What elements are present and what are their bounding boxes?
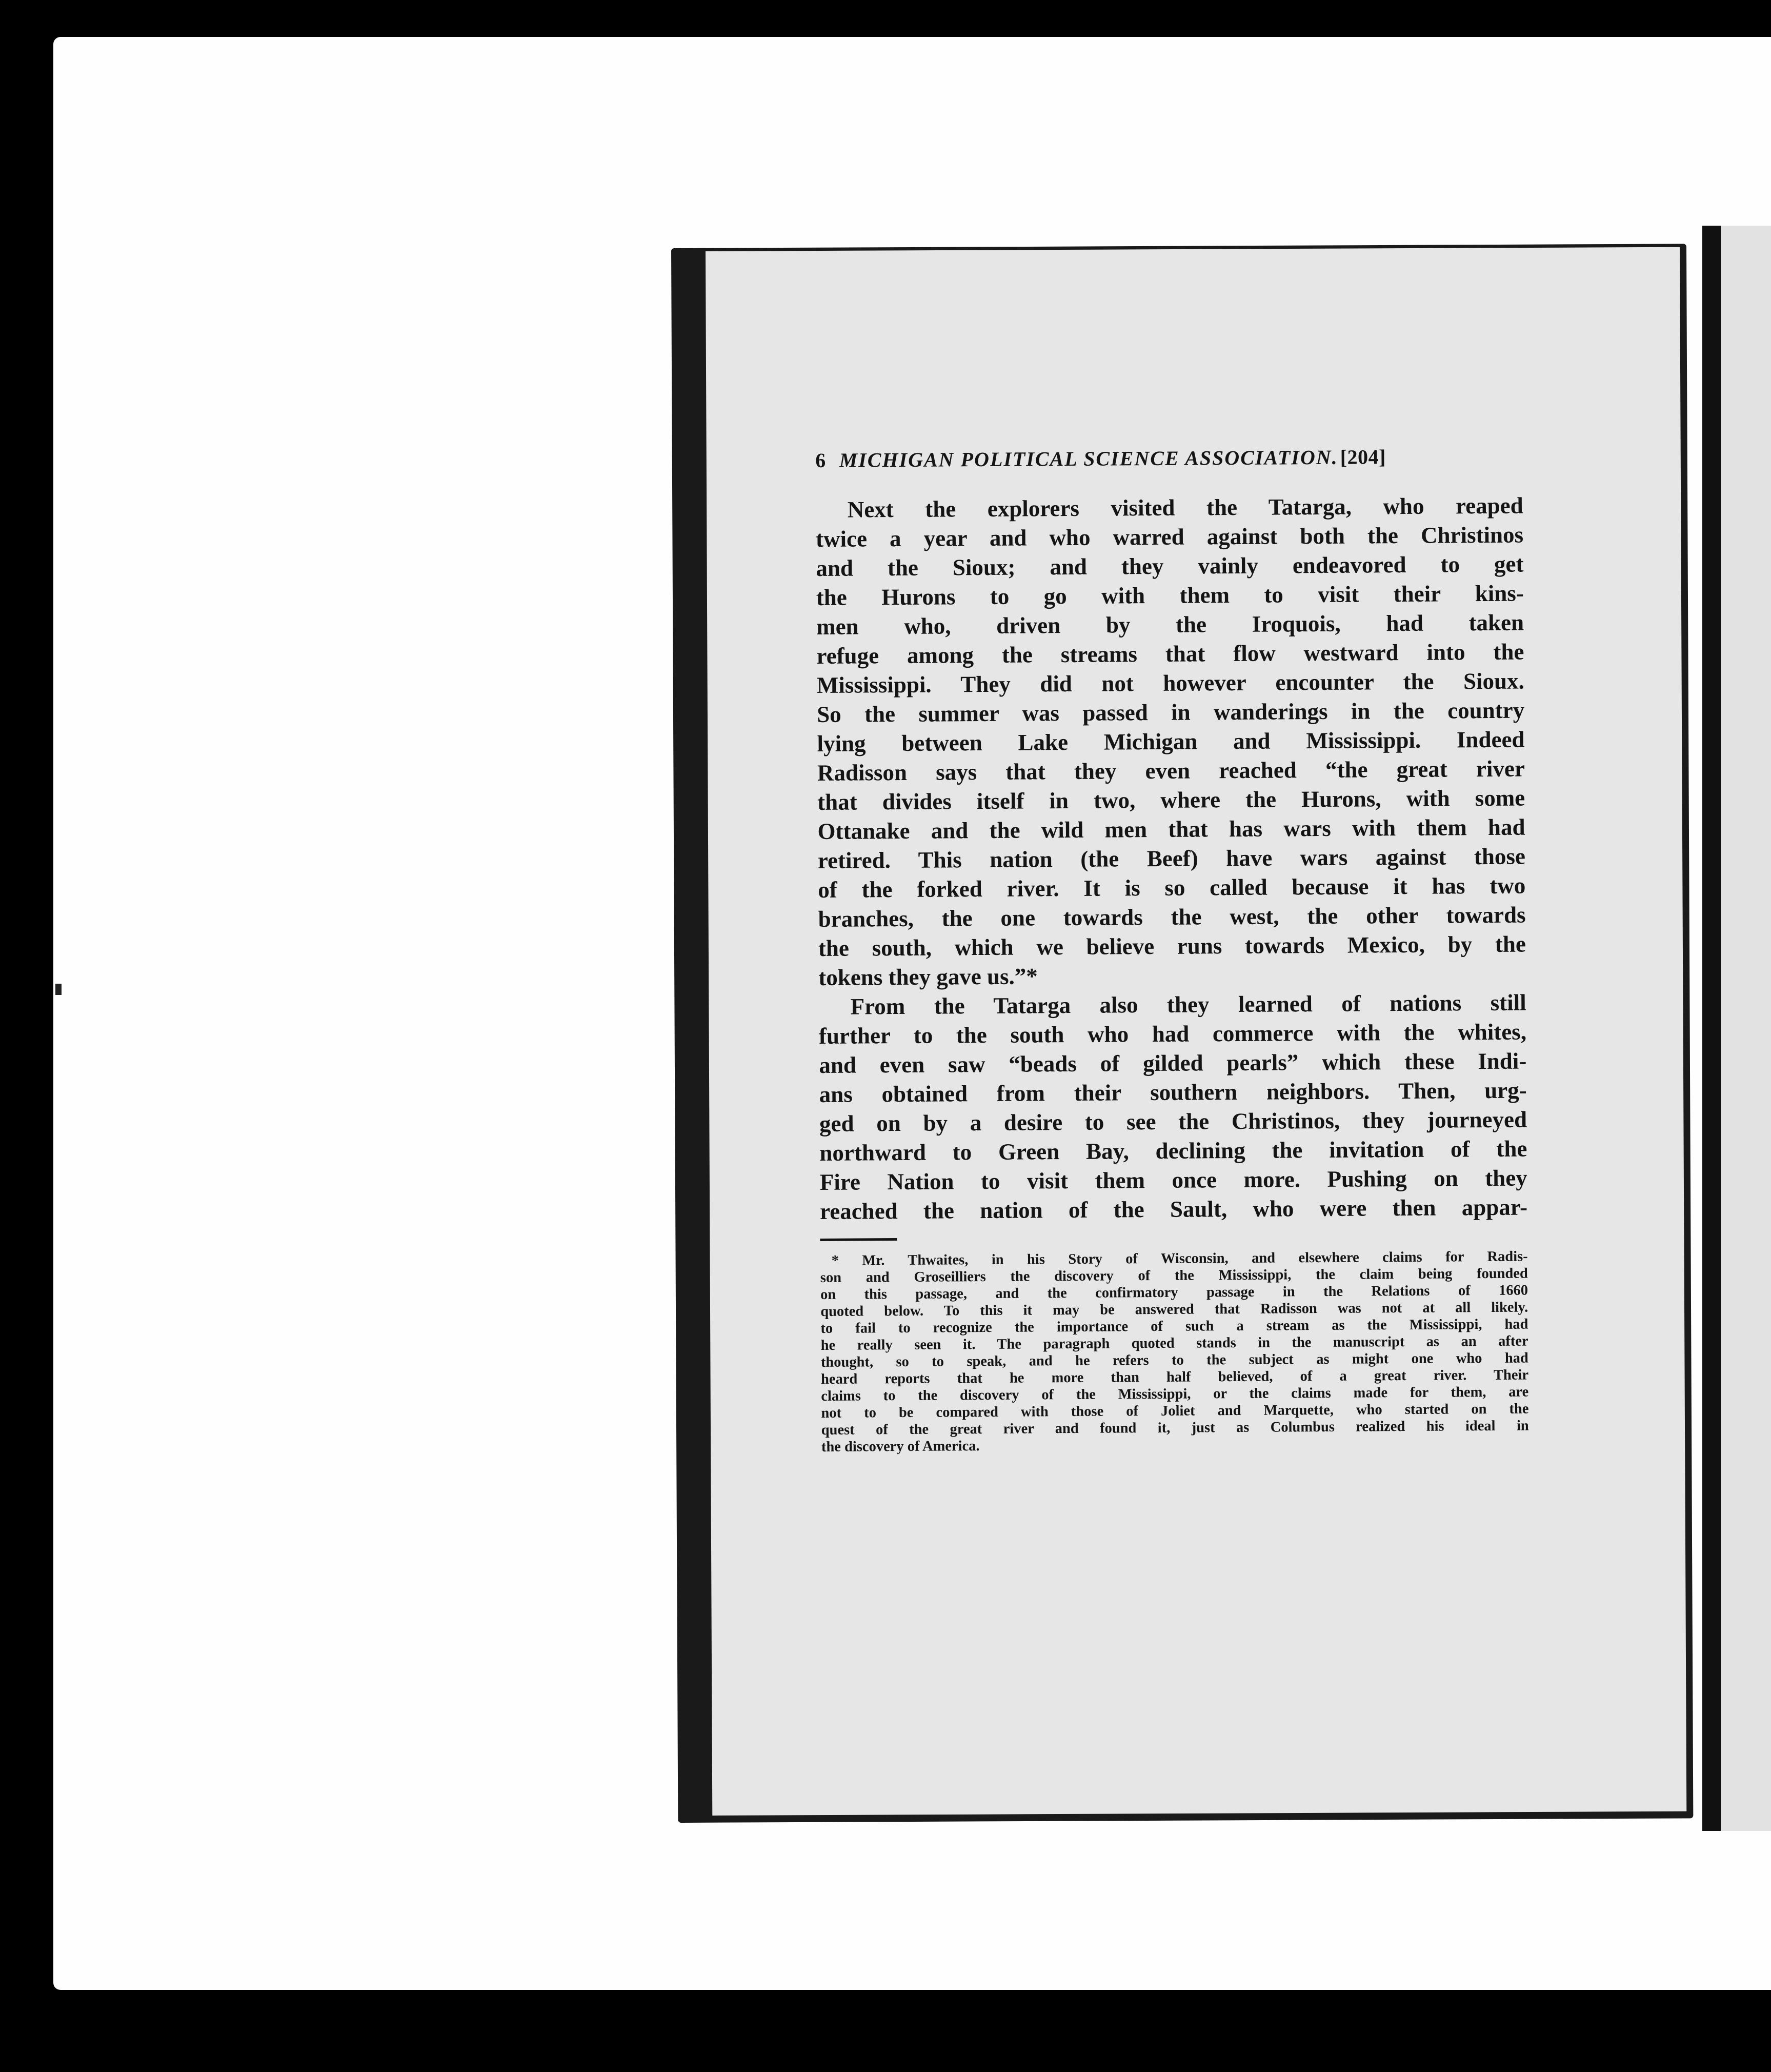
text-line: the south, which we believe runs towards Mexico, by the	[818, 931, 1526, 961]
body-text	[816, 491, 1528, 1226]
text-line: the Hurons to go with them to visit their kins-	[816, 580, 1524, 610]
text-line: Fire Nation to visit them once more. Pushing on they	[819, 1165, 1527, 1195]
footnote-rule	[820, 1238, 897, 1241]
text-line: Mississippi. They did not however encounter the Sioux.	[816, 668, 1524, 698]
text-line: further to the south who had commerce with the whites,	[818, 1019, 1527, 1049]
text-line: and the Sioux; and they vainly endeavored to get	[816, 551, 1524, 581]
text-line: Ottanake and the wild men that has wars with them had	[817, 814, 1525, 844]
text-line: So the summer was passed in wanderings in the country	[817, 697, 1525, 727]
text-line: Next the explorers visited the Tatarga, who reaped	[847, 492, 1523, 523]
footnote-line: on this passage, and the confirmatory passage in the Relations of 1660	[820, 1282, 1528, 1303]
footnote-line: claims to the discovery of the Mississippi, or the claims made for them, are	[821, 1384, 1529, 1404]
text-line: twice a year and who warred against both the Christinos	[815, 522, 1524, 552]
page-number: 6	[815, 448, 826, 472]
footnote-line: to fail to recognize the importance of such a stream as the Mississippi, had	[820, 1316, 1528, 1337]
footnote-line: heard reports that he more than half believed, of a great river. Their	[820, 1367, 1529, 1387]
footnote-line: he really seen it. The paragraph quoted stands in the manuscript as an after	[820, 1333, 1528, 1353]
text-line: ged on by a desire to see the Christinos, they journeyed	[819, 1106, 1527, 1137]
footnote-line: the discovery of America.	[821, 1438, 980, 1455]
text-line: Radisson says that they even reached “the great river	[817, 755, 1525, 786]
text-line: ans obtained from their southern neighbors. Then, urg-	[819, 1077, 1527, 1107]
text-line: reached the nation of the Sault, who were then appar-	[819, 1194, 1528, 1224]
page-content	[815, 444, 1529, 1456]
running-title: MICHIGAN POLITICAL SCIENCE ASSOCIATION.	[839, 445, 1338, 472]
footnote	[820, 1248, 1529, 1456]
facing-page-edge	[1702, 226, 1771, 1831]
footnote-line: not to be compared with those of Joliet and Marquette, who started on the	[821, 1401, 1529, 1421]
text-line: of the forked river. It is so called because it has two	[818, 872, 1526, 903]
text-line: From the Tatarga also they learned of nations still	[850, 989, 1526, 1020]
text-line: refuge among the streams that flow westward into the	[816, 639, 1524, 669]
footnote-line: thought, so to speak, and he refers to the subject as might one who had	[820, 1350, 1528, 1370]
edge-mark	[55, 984, 62, 995]
footnote-line: quoted below. To this it may be answered that Radisson was not at all likely.	[820, 1299, 1528, 1320]
footnote-line: quest of the great river and found it, just as Columbus realized his ideal in	[821, 1418, 1529, 1438]
footnote-line: * Mr. Thwaites, in his Story of Wisconsin, and elsewhere claims for Radis-	[831, 1248, 1528, 1269]
text-line: that divides itself in two, where the Hurons, with some	[817, 785, 1525, 815]
text-line: men who, driven by the Iroquois, had taken	[816, 609, 1524, 640]
page-reference: [204]	[1340, 445, 1386, 469]
running-head	[815, 444, 1523, 480]
text-line: lying between Lake Michigan and Mississippi. Indeed	[817, 726, 1525, 756]
text-line: and even saw “beads of gilded pearls” which these Indi-	[819, 1048, 1527, 1078]
text-line: retired. This nation (the Beef) have wars against those	[817, 843, 1526, 873]
text-line: tokens they gave us.”*	[818, 963, 1038, 990]
text-line: branches, the one towards the west, the other towards	[818, 902, 1526, 932]
footnote-line: son and Groseilliers the discovery of the Mississippi, the claim being founded	[820, 1265, 1528, 1286]
text-line: northward to Green Bay, declining the invitation of the	[819, 1135, 1527, 1166]
